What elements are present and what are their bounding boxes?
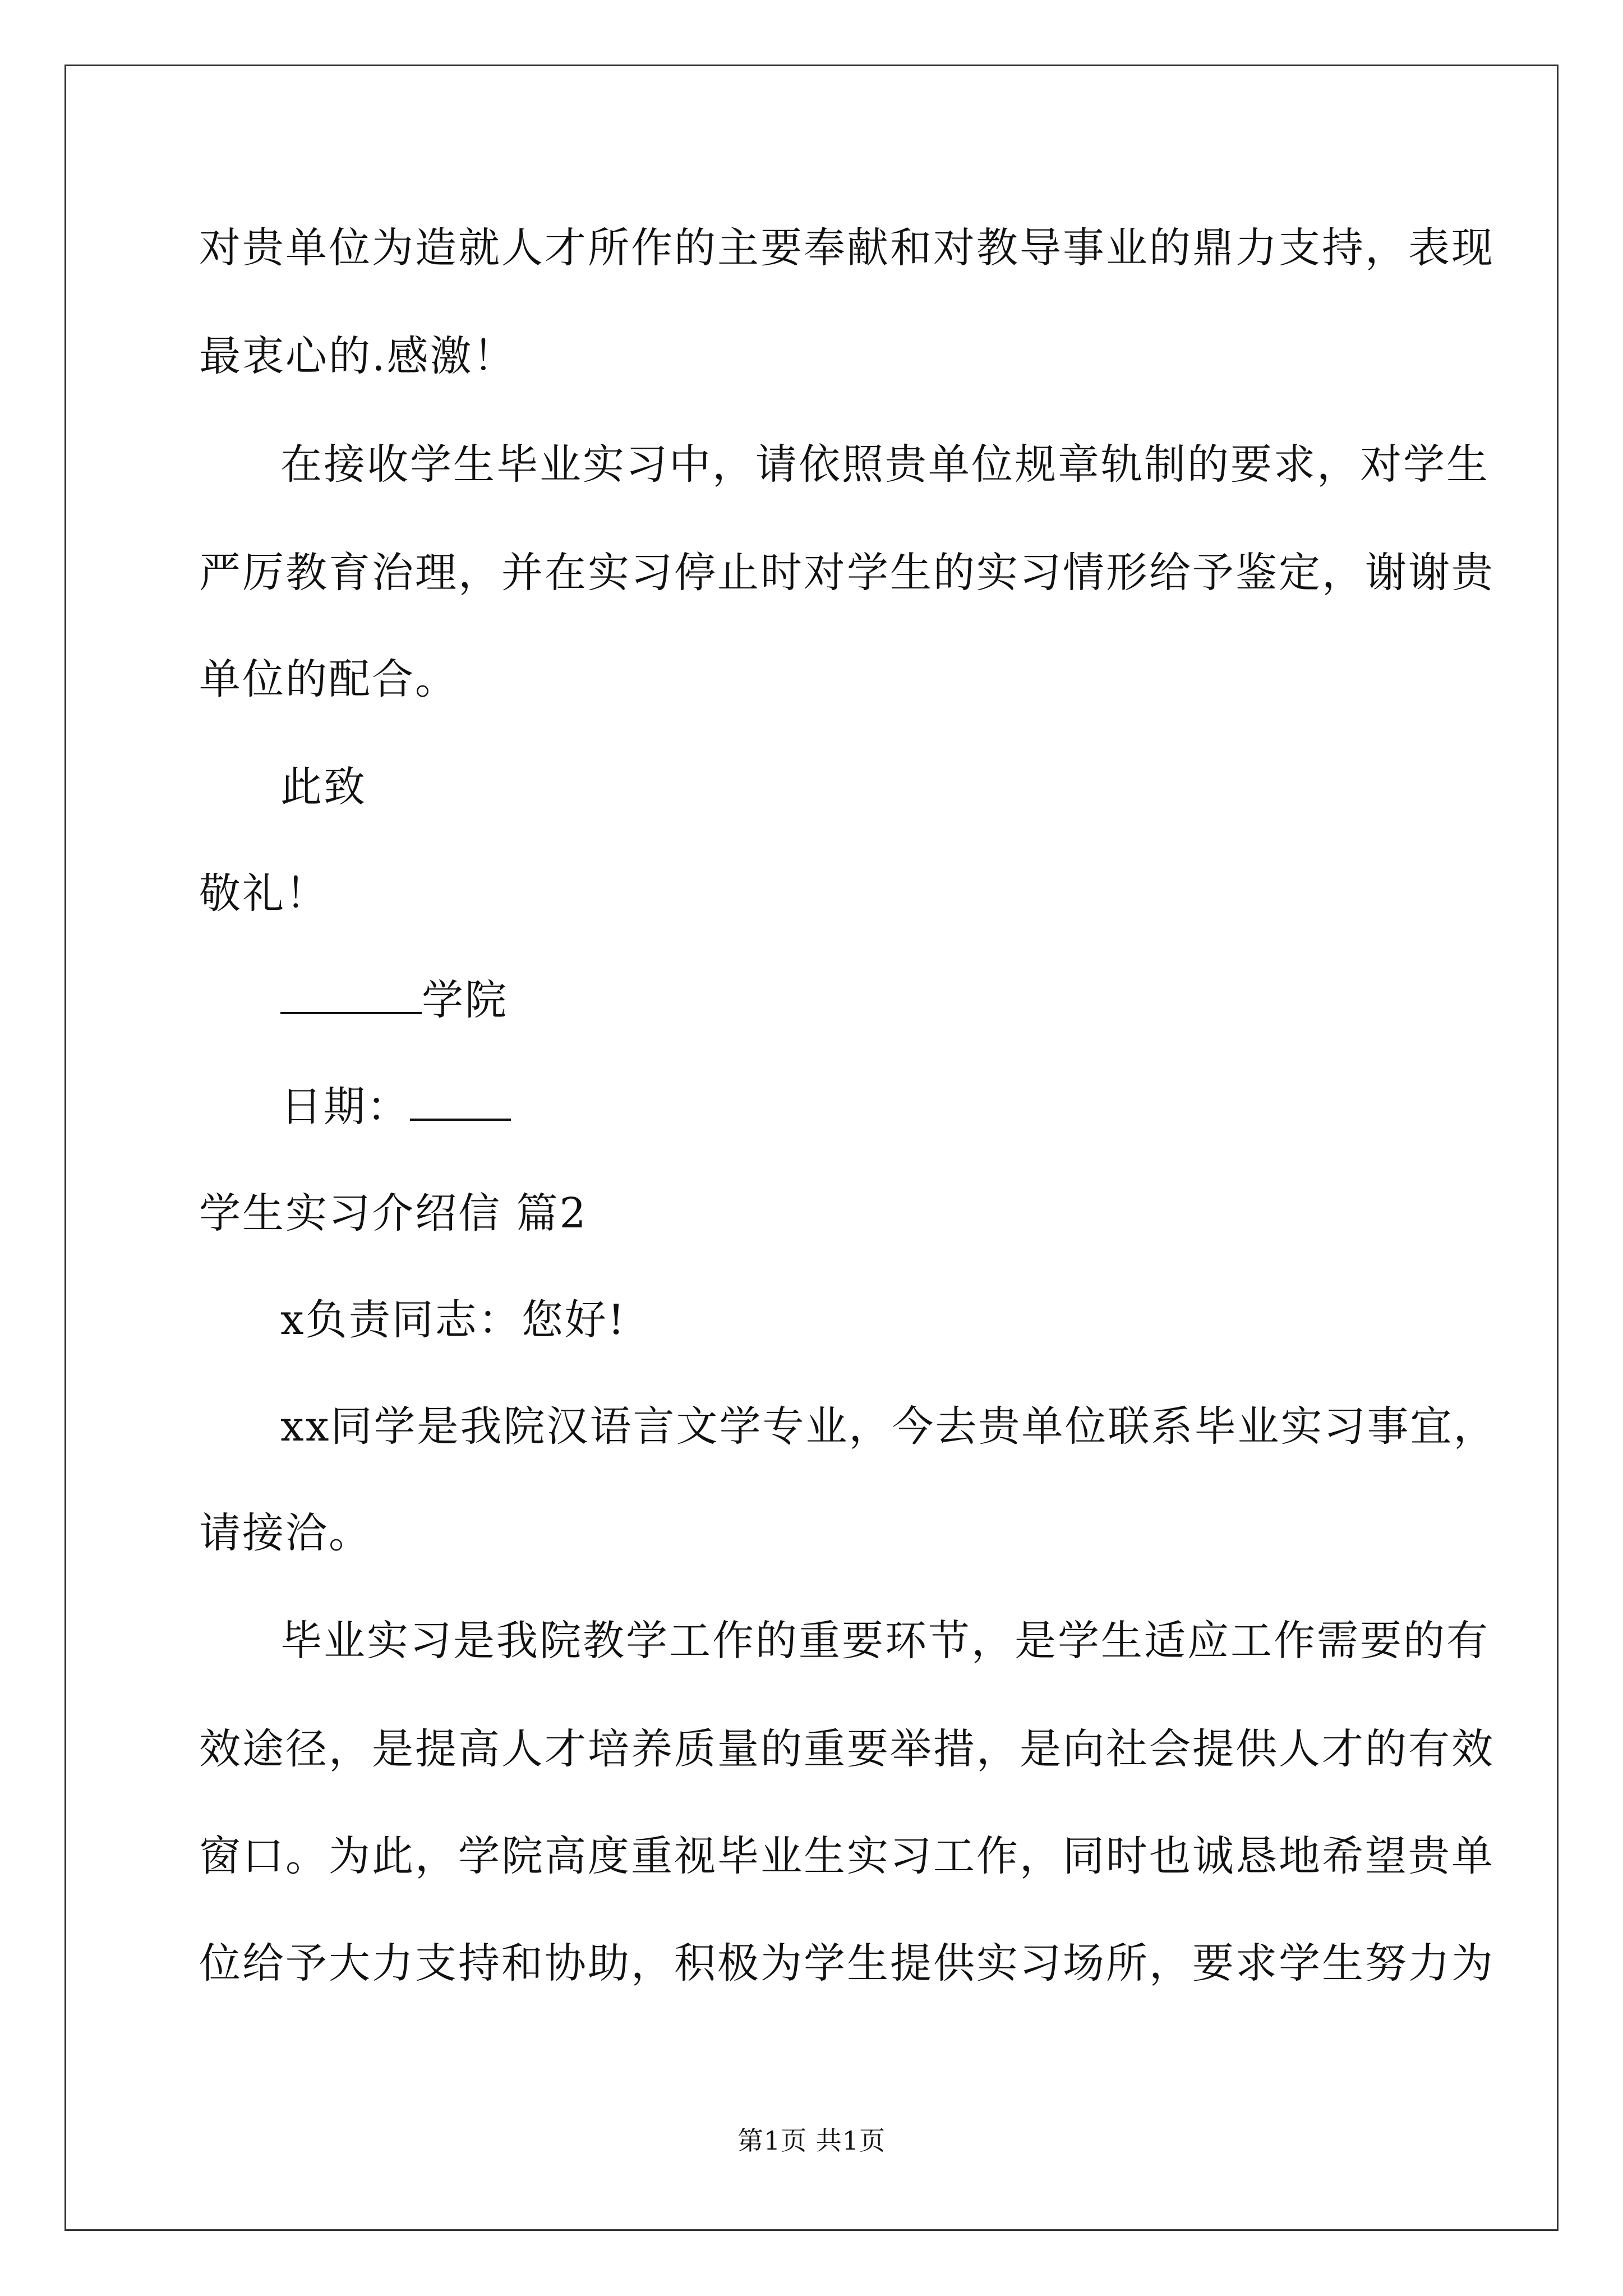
closing-salutation: 此致 — [280, 763, 367, 811]
text-line: xx同学是我院汉语言文学专业，今去贵单位联系毕业实习事宜， — [280, 1402, 1497, 1451]
section-heading: 学生实习介绍信 篇2 — [199, 1189, 588, 1237]
text-line: 最衷心的.感激！ — [199, 332, 517, 380]
text-line: 效途径，是提高人才培养质量的重要举措，是向社会提供人才的有效 — [199, 1725, 1495, 1773]
closing-regards: 敬礼！ — [199, 869, 329, 918]
text-line: 毕业实习是我院教学工作的重要环节，是学生适应工作需要的有 — [280, 1617, 1490, 1665]
greeting: x负责同志：您好! — [280, 1296, 626, 1344]
text-line: 请接洽。 — [199, 1509, 372, 1557]
signature-date: 日期： — [280, 1082, 511, 1132]
text-line: 严厉教育治理，并在实习停止时对学生的实习情形给予鉴定，谢谢贵 — [199, 549, 1495, 597]
text-line: 在接收学生毕业实习中，请依照贵单位规章轨制的要求，对学生 — [280, 440, 1490, 489]
page-border — [64, 65, 1559, 2231]
text-line: 对贵单位为造就人才所作的主要奉献和对教导事业的鼎力支持，表现 — [199, 224, 1495, 272]
signature-college: 学院 — [280, 975, 508, 1025]
page-footer: 第1页 共1页 — [737, 2125, 886, 2156]
text-line: 位给予大力支持和协助，积极为学生提供实习场所，要求学生努力为 — [199, 1939, 1495, 1987]
text-line: 单位的配合。 — [199, 655, 458, 703]
blank-underline — [280, 977, 422, 1014]
text-line: 窗口。为此，学院高度重视毕业生实习工作，同时也诚恳地希望贵单 — [199, 1832, 1495, 1880]
blank-underline — [410, 1084, 511, 1121]
